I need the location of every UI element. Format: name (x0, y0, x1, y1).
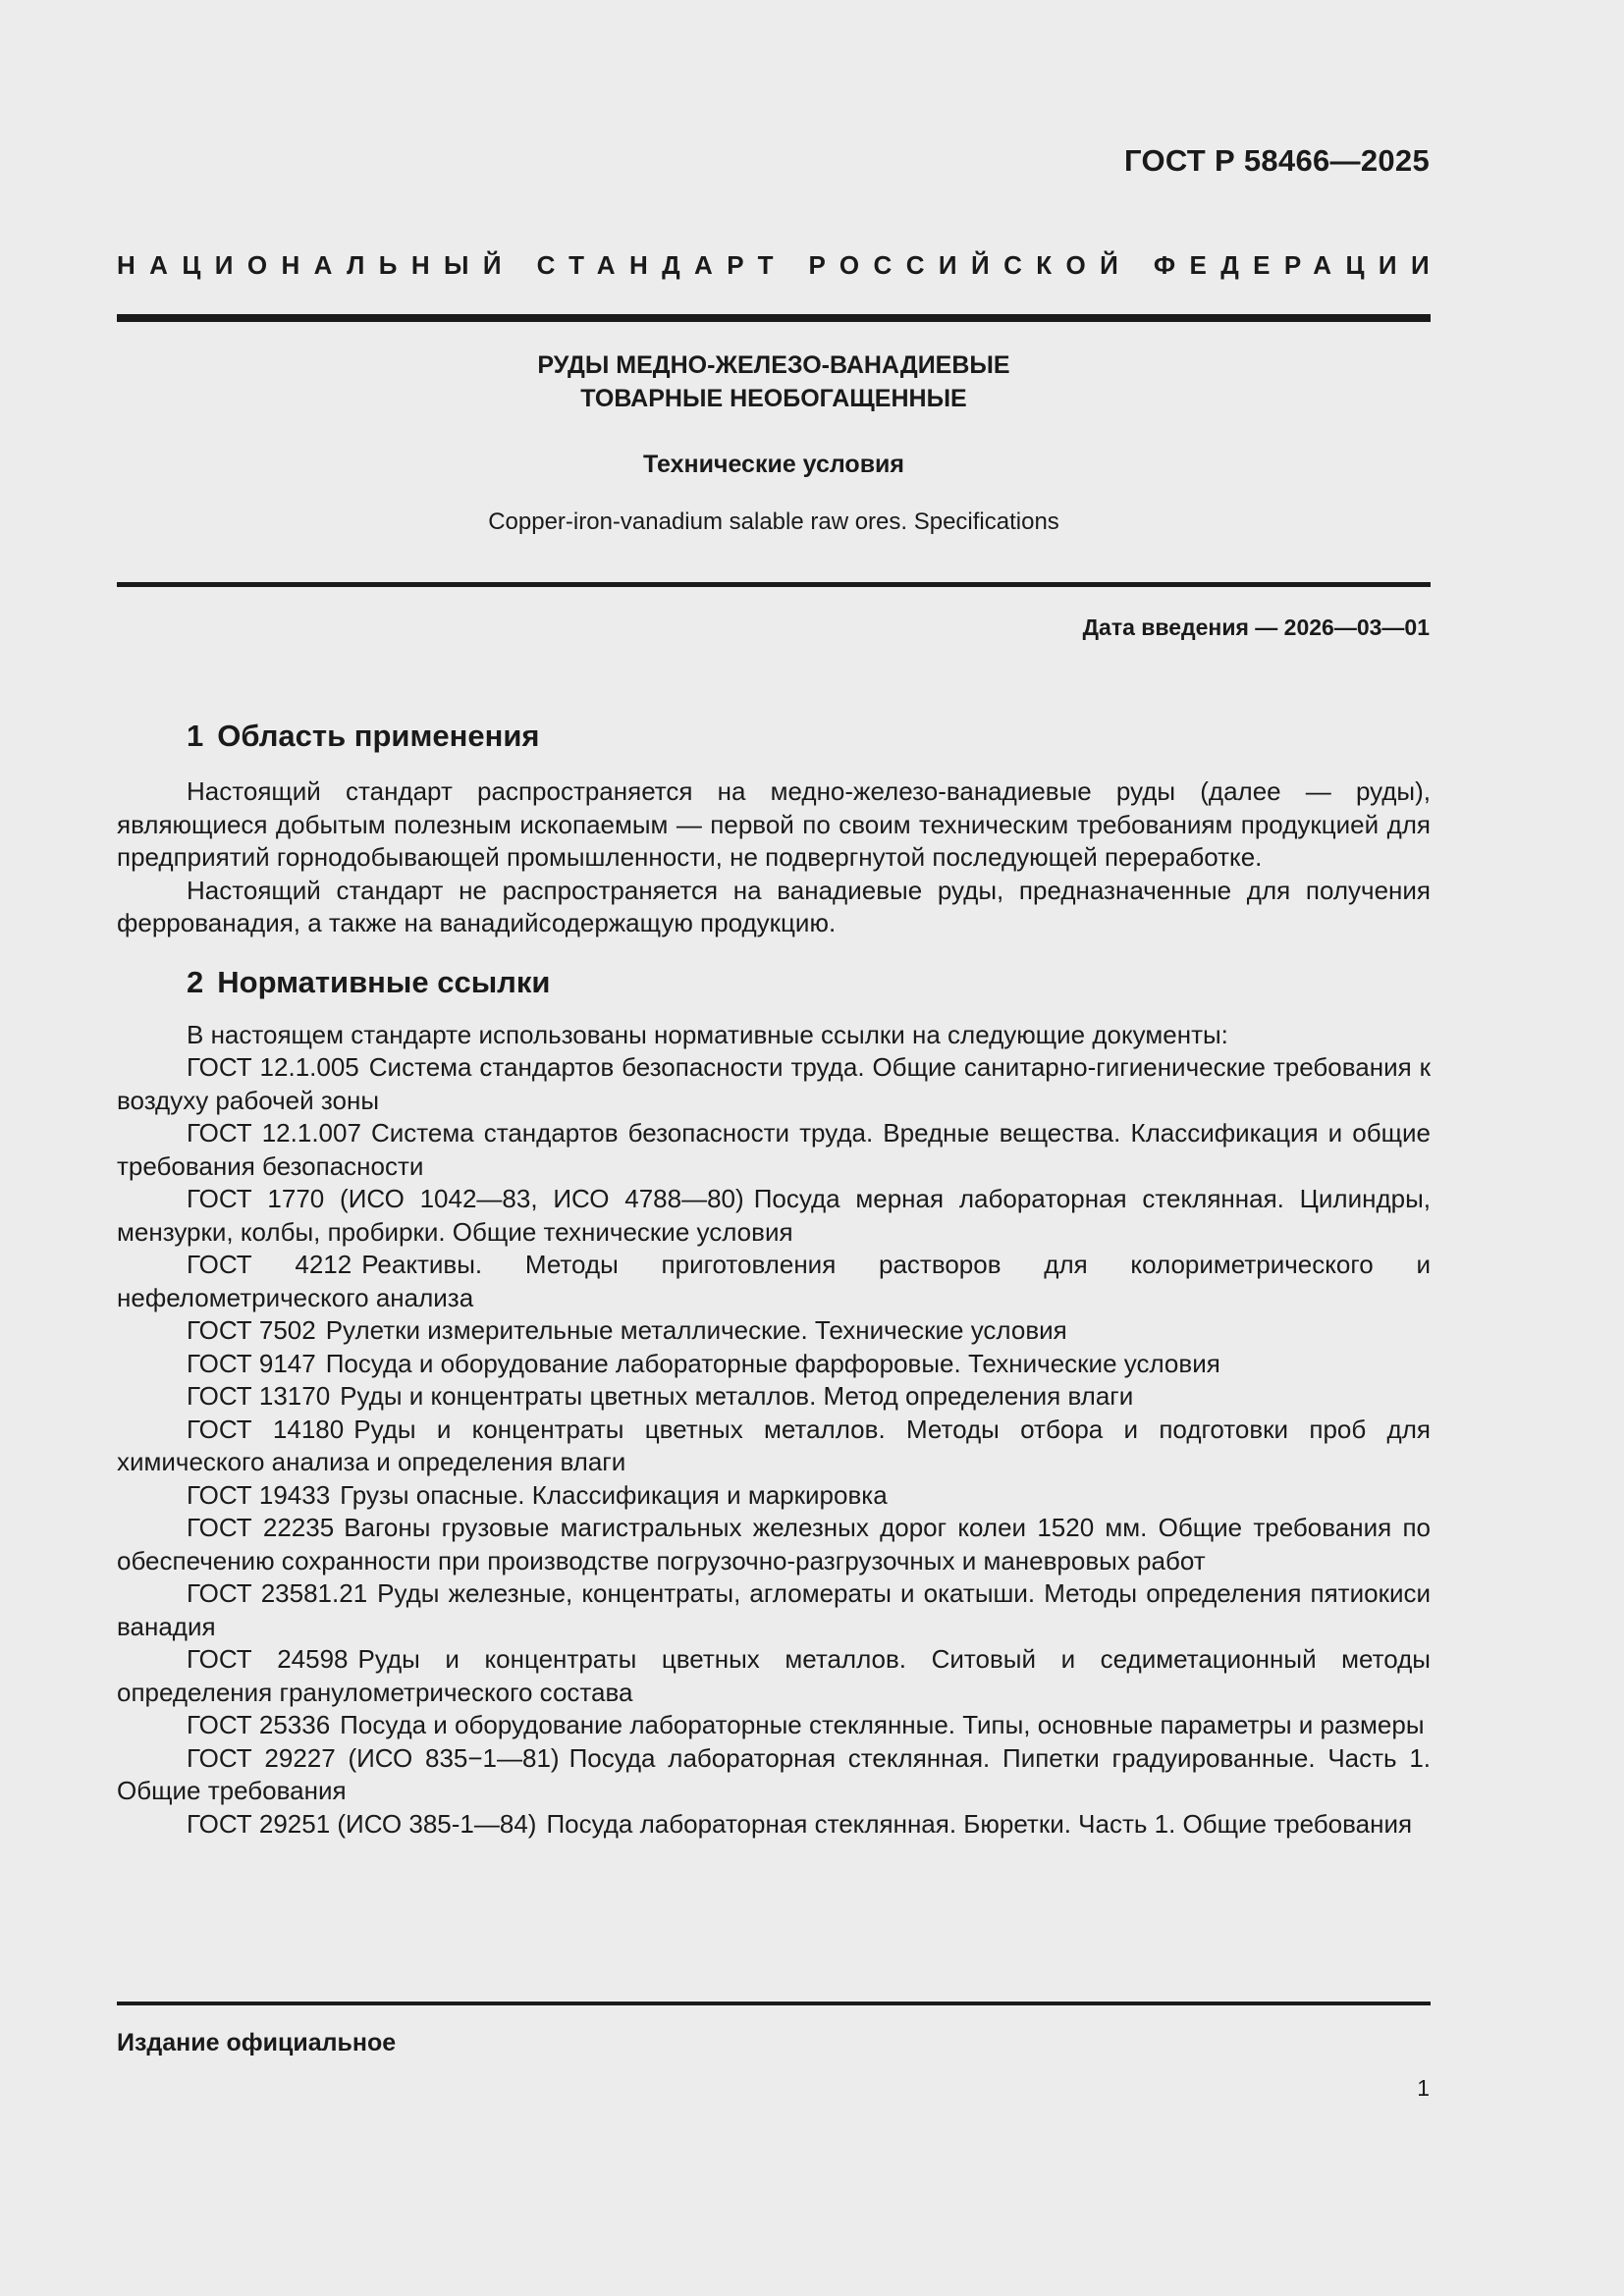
reference-item (117, 1051, 1431, 1117)
reference-code: ГОСТ 7502 (187, 1315, 316, 1345)
title-block (117, 348, 1431, 538)
reference-item (117, 1808, 1431, 1842)
title-divider (117, 582, 1431, 587)
official-edition-label: Издание официальное (117, 2029, 397, 2056)
english-title: Copper-iron-vanadium salable raw ores. Specifications (488, 508, 1059, 535)
reference-code: ГОСТ 23581.21 (187, 1578, 368, 1608)
reference-item (117, 1314, 1431, 1348)
reference-item (117, 1709, 1431, 1742)
reference-code: ГОСТ 29251 (ИСО 385-1—84) (187, 1808, 537, 1839)
reference-title: Руды и концентраты цветных металлов. Ситовый и седиметационный методы определения гранулометрического состава (117, 1644, 1431, 1707)
reference-code: ГОСТ 4212 (187, 1250, 352, 1279)
reference-code: ГОСТ 25336 (187, 1710, 331, 1739)
reference-item (117, 1249, 1431, 1314)
reference-item (117, 1742, 1431, 1808)
reference-code: ГОСТ 1770 (ИСО 1042—83, ИСО 4788—80) (187, 1184, 744, 1213)
title-line-1: РУДЫ МЕДНО-ЖЕЛЕЗО-ВАНАДИЕВЫЕ (537, 351, 1010, 379)
reference-item (117, 1512, 1431, 1577)
page-number: 1 (1417, 2075, 1430, 2101)
reference-item (117, 1414, 1431, 1479)
paragraph: Настоящий стандарт не распространяется на ванадиевые руды, предназначенные для получения феррованадия, а также на ванадийсодержащую продукцию. (117, 875, 1431, 937)
paragraph: Настоящий стандарт распространяется на медно-железо-ванадиевые руды (далее — руды), являющиеся добытым полезным ископаемым — первой по своим техническим требованиям продукцией для предприятий горнодобывающей промышленности, не подвергнутой последующей переработке. (117, 776, 1431, 872)
references-list (117, 1051, 1431, 1841)
reference-code: ГОСТ 24598 (187, 1644, 349, 1674)
reference-title: Посуда и оборудование лабораторные стеклянные. Типы, основные параметры и размеры (340, 1710, 1425, 1739)
introduction-date: Дата введения — 2026—03—01 (1082, 614, 1430, 640)
reference-title: Грузы опасные. Классификация и маркировка (340, 1479, 888, 1510)
section-number: 1 (187, 719, 204, 753)
reference-code: ГОСТ 29227 (ИСО 835−1—81) (187, 1742, 560, 1773)
reference-title: Система стандартов безопасности труда. Общие санитарно-гигиенические требования к воздуху рабочей зоны (117, 1052, 1431, 1115)
reference-item (117, 1577, 1431, 1643)
title-subtitle: Технические условия (642, 451, 905, 478)
reference-item (117, 1643, 1431, 1709)
reference-code: ГОСТ 19433 (187, 1479, 331, 1510)
reference-code: ГОСТ 14180 (187, 1414, 345, 1444)
reference-title: Посуда лабораторная стеклянная. Пипетки градуированные. Часть 1. Общие требования (117, 1742, 1432, 1805)
national-standard-heading: НАЦИОНАЛЬНЫЙ СТАНДАРТ РОССИЙСКОЙ ФЕДЕРАЦИИ (117, 250, 1444, 280)
section-2-body (117, 1019, 1431, 1842)
reference-title: Посуда и оборудование лабораторные фарфоровые. Технические условия (325, 1348, 1220, 1378)
section-title: Область применения (217, 719, 540, 753)
top-divider (117, 314, 1431, 322)
reference-title: Руды и концентраты цветных металлов. Метод определения влаги (340, 1381, 1134, 1411)
section-title: Нормативные ссылки (217, 964, 551, 999)
reference-code: ГОСТ 13170 (187, 1381, 331, 1411)
section-2-heading (117, 963, 1431, 1002)
standard-designation: ГОСТ Р 58466—2025 (1124, 143, 1430, 178)
reference-item (117, 1183, 1431, 1249)
reference-code: ГОСТ 22235 (187, 1513, 335, 1542)
reference-title: Руды железные, концентраты, агломераты и окатыши. Методы определения пятиокиси ванадия (117, 1578, 1431, 1641)
section-1-heading (117, 717, 1431, 756)
reference-title: Руды и концентраты цветных металлов. Методы отбора и подготовки проб для химического анализа и определения влаги (117, 1414, 1431, 1476)
reference-code: ГОСТ 12.1.005 (187, 1052, 359, 1082)
reference-item (117, 1117, 1431, 1183)
reference-code: ГОСТ 12.1.007 (187, 1118, 361, 1148)
reference-title: Посуда мерная лабораторная стеклянная. Цилиндры, мензурки, колбы, пробирки. Общие технические условия (117, 1184, 1432, 1247)
reference-title: Рулетки измерительные металлические. Технические условия (325, 1315, 1067, 1345)
reference-item (117, 1380, 1431, 1414)
title-line-2: ТОВАРНЫЕ НЕОБОГАЩЕННЫЕ (580, 385, 967, 412)
reference-item (117, 1479, 1431, 1513)
reference-title: Реактивы. Методы приготовления растворов для колориметрического и нефелометрического анализа (117, 1250, 1432, 1312)
document-body (117, 717, 1431, 1841)
section-1-body (117, 775, 1431, 940)
section-number: 2 (187, 964, 204, 999)
footer-divider (117, 2002, 1431, 2005)
reference-title: Система стандартов безопасности труда. Вредные вещества. Классификация и общие требования безопасности (117, 1118, 1431, 1181)
reference-title: Вагоны грузовые магистральных железных дорог колеи 1520 мм. Общие требования по обеспечению сохранности при производстве погрузочно-разгрузочных и маневровых работ (117, 1513, 1431, 1575)
reference-code: ГОСТ 9147 (187, 1348, 316, 1378)
reference-title: Посуда лабораторная стеклянная. Бюретки. Часть 1. Общие требования (546, 1808, 1413, 1839)
references-intro: В настоящем стандарте использованы нормативные ссылки на следующие документы: (187, 1019, 1228, 1049)
reference-item (117, 1348, 1431, 1381)
